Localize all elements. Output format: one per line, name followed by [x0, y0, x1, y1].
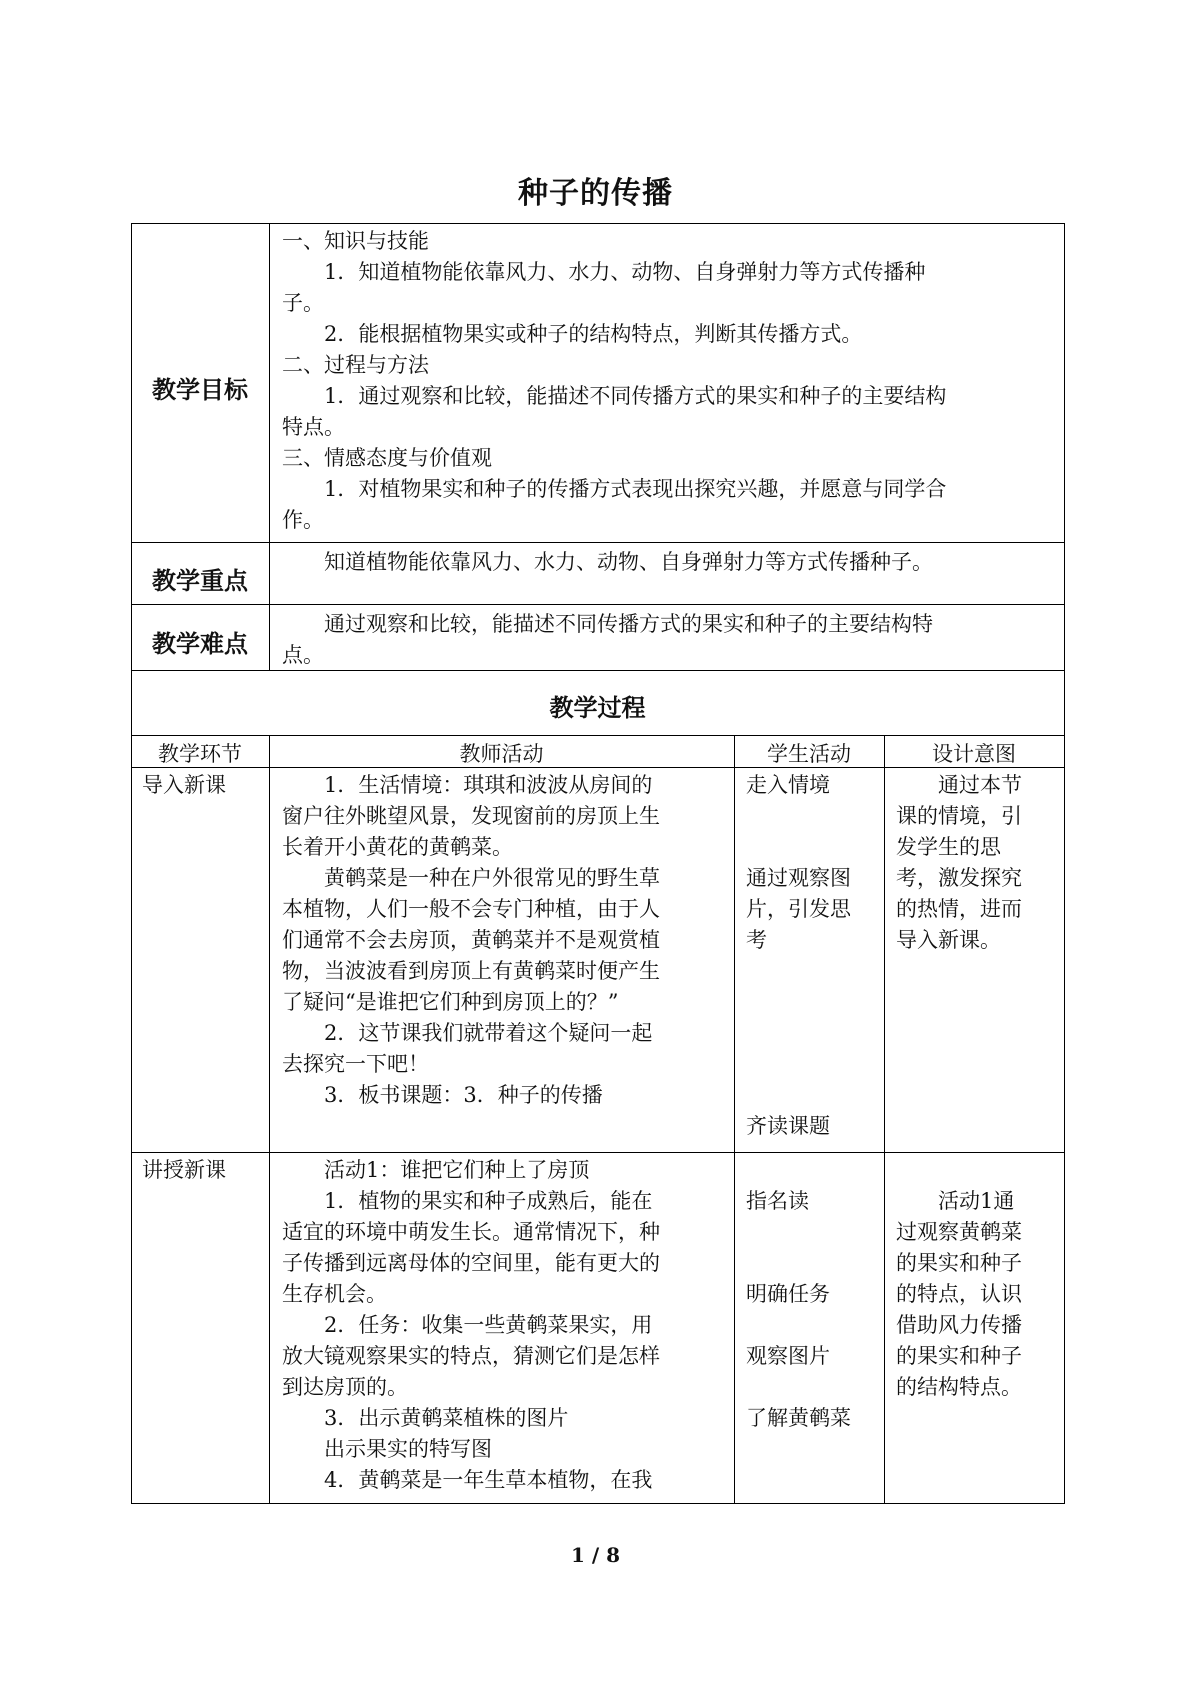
difficulty-label: 教学难点 [152, 630, 248, 658]
column-divider [734, 735, 735, 1503]
row-divider [131, 604, 1065, 605]
row-divider [131, 735, 1065, 736]
key-point-label: 教学重点 [152, 567, 248, 595]
key-point-text: 知道植物能依靠风力、水力、动物、自身弹射力等方式传播种子。 [282, 550, 933, 574]
column-divider [269, 223, 270, 670]
row-divider [131, 542, 1065, 543]
table-border-bottom [131, 1503, 1065, 1504]
column-divider [269, 735, 270, 1503]
process-title: 教学过程 [549, 694, 646, 722]
table-border-left [131, 223, 132, 1504]
objectives-text: 一、知识与技能 1．知道植物能依靠风力、水力、动物、自身弹射力等方式传播种 子。 2．能根据植物果实或种子的结构特点，判断其传播方式。 二、过程与方法 1．通过观察和比较，能描述不同传播方式的果实和种子的主要结构 特点。 三、情感态度与价值观 1．对植物果实和种子的传播方式表现出探究兴趣，并愿意与同学合 作。 [282, 229, 947, 532]
stage-cell: 导入新课 [142, 773, 226, 797]
stage-cell: 讲授新课 [142, 1158, 226, 1182]
intent-cell: 活动1通 过观察黄鹌菜 的果实和种子 的特点，认识 借助风力传播 的果实和种子 的结构特点。 [896, 1189, 1022, 1399]
table-border-top [131, 223, 1065, 224]
header-teacher: 教师活动 [459, 742, 544, 766]
header-intent: 设计意图 [932, 742, 1016, 766]
student-cell: 指名读 明确任务 观察图片 了解黄鹌菜 [746, 1189, 851, 1430]
teacher-cell: 1．生活情境：琪琪和波波从房间的 窗户往外眺望风景，发现窗前的房顶上生 长着开小黄花的黄鹌菜。 黄鹌菜是一种在户外很常见的野生草 本植物，人们一般不会专门种植，由于人 们通常不会去房顶，黄鹌菜并不是观赏植 物，当波波看到房顶上有黄鹌菜时便产生 了疑问“是谁把它们种到房顶上的？” 2．这节课我们就带着这个疑问一起 去探究一下吧！ 3．板书课题：3．种子的传播 [282, 773, 660, 1107]
objectives-label: 教学目标 [152, 376, 248, 404]
row-divider [131, 1152, 1065, 1153]
header-student: 学生活动 [767, 742, 851, 766]
page-number: 1 / 8 [570, 1543, 621, 1567]
table-border-right [1064, 223, 1065, 1504]
document-title: 种子的传播 [518, 176, 673, 211]
column-divider [884, 735, 885, 1503]
teacher-cell: 活动1：谁把它们种上了房顶 1．植物的果实和种子成熟后，能在 适宜的环境中萌发生长。通常情况下，种 子传播到远离母体的空间里，能有更大的 生存机会。 2．任务：收集一些黄鹌菜果实，用 放大镜观察果实的特点，猜测它们是怎样 到达房顶的。 3．出示黄鹌菜植株的图片 出示果实的特写图 4．黄鹌菜是一年生草本植物，在我 [282, 1158, 660, 1492]
difficulty-text: 通过观察和比较，能描述不同传播方式的果实和种子的主要结构特 点。 [282, 612, 933, 667]
student-cell: 走入情境 通过观察图 片，引发思 考 齐读课题 [746, 773, 851, 1138]
intent-cell: 通过本节 课的情境，引 发学生的思 考，激发探究 的热情，进而 导入新课。 [896, 773, 1022, 952]
header-stage: 教学环节 [158, 742, 242, 766]
